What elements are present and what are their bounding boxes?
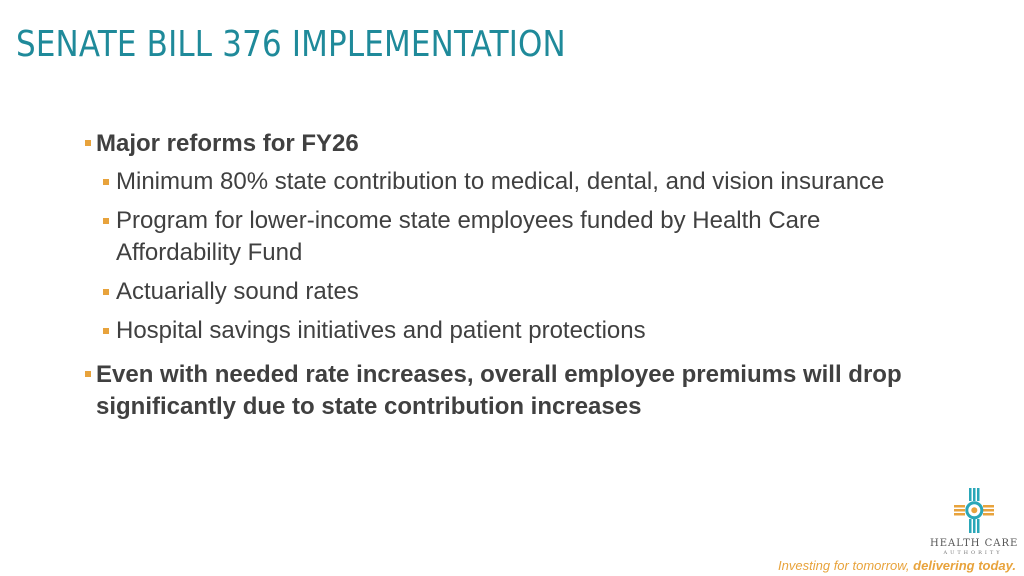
- bullet-premiums-drop: Even with needed rate increases, overall employee premiums will drop significantly due to state contribution increases: [82, 359, 942, 423]
- sub-bullet-state-contribution: Minimum 80% state contribution to medical, dental, and vision insurance: [82, 166, 942, 198]
- logo-text-authority: AUTHORITY: [943, 550, 1003, 556]
- sub-bullet-actuarial-rates: Actuarially sound rates: [82, 276, 942, 308]
- footer-tagline: [778, 558, 1016, 573]
- zia-sun-icon: [954, 488, 994, 536]
- sub-bullet-lower-income-program: Program for lower-income state employees funded by Health Care Affordability Fund: [82, 205, 942, 269]
- slide-title: SENATE BILL 376 IMPLEMENTATION: [16, 24, 566, 65]
- health-care-authority-logo: [930, 488, 1019, 560]
- bullet-list: [82, 128, 942, 429]
- logo-text-health-care: HEALTH CARE: [930, 538, 1019, 549]
- bullet-major-reforms: Major reforms for FY26: [82, 128, 942, 160]
- tagline-part-delivering: delivering today.: [913, 558, 1016, 573]
- sub-bullet-hospital-savings: Hospital savings initiatives and patient protections: [82, 315, 942, 347]
- tagline-part-investing: Investing for tomorrow,: [778, 558, 914, 573]
